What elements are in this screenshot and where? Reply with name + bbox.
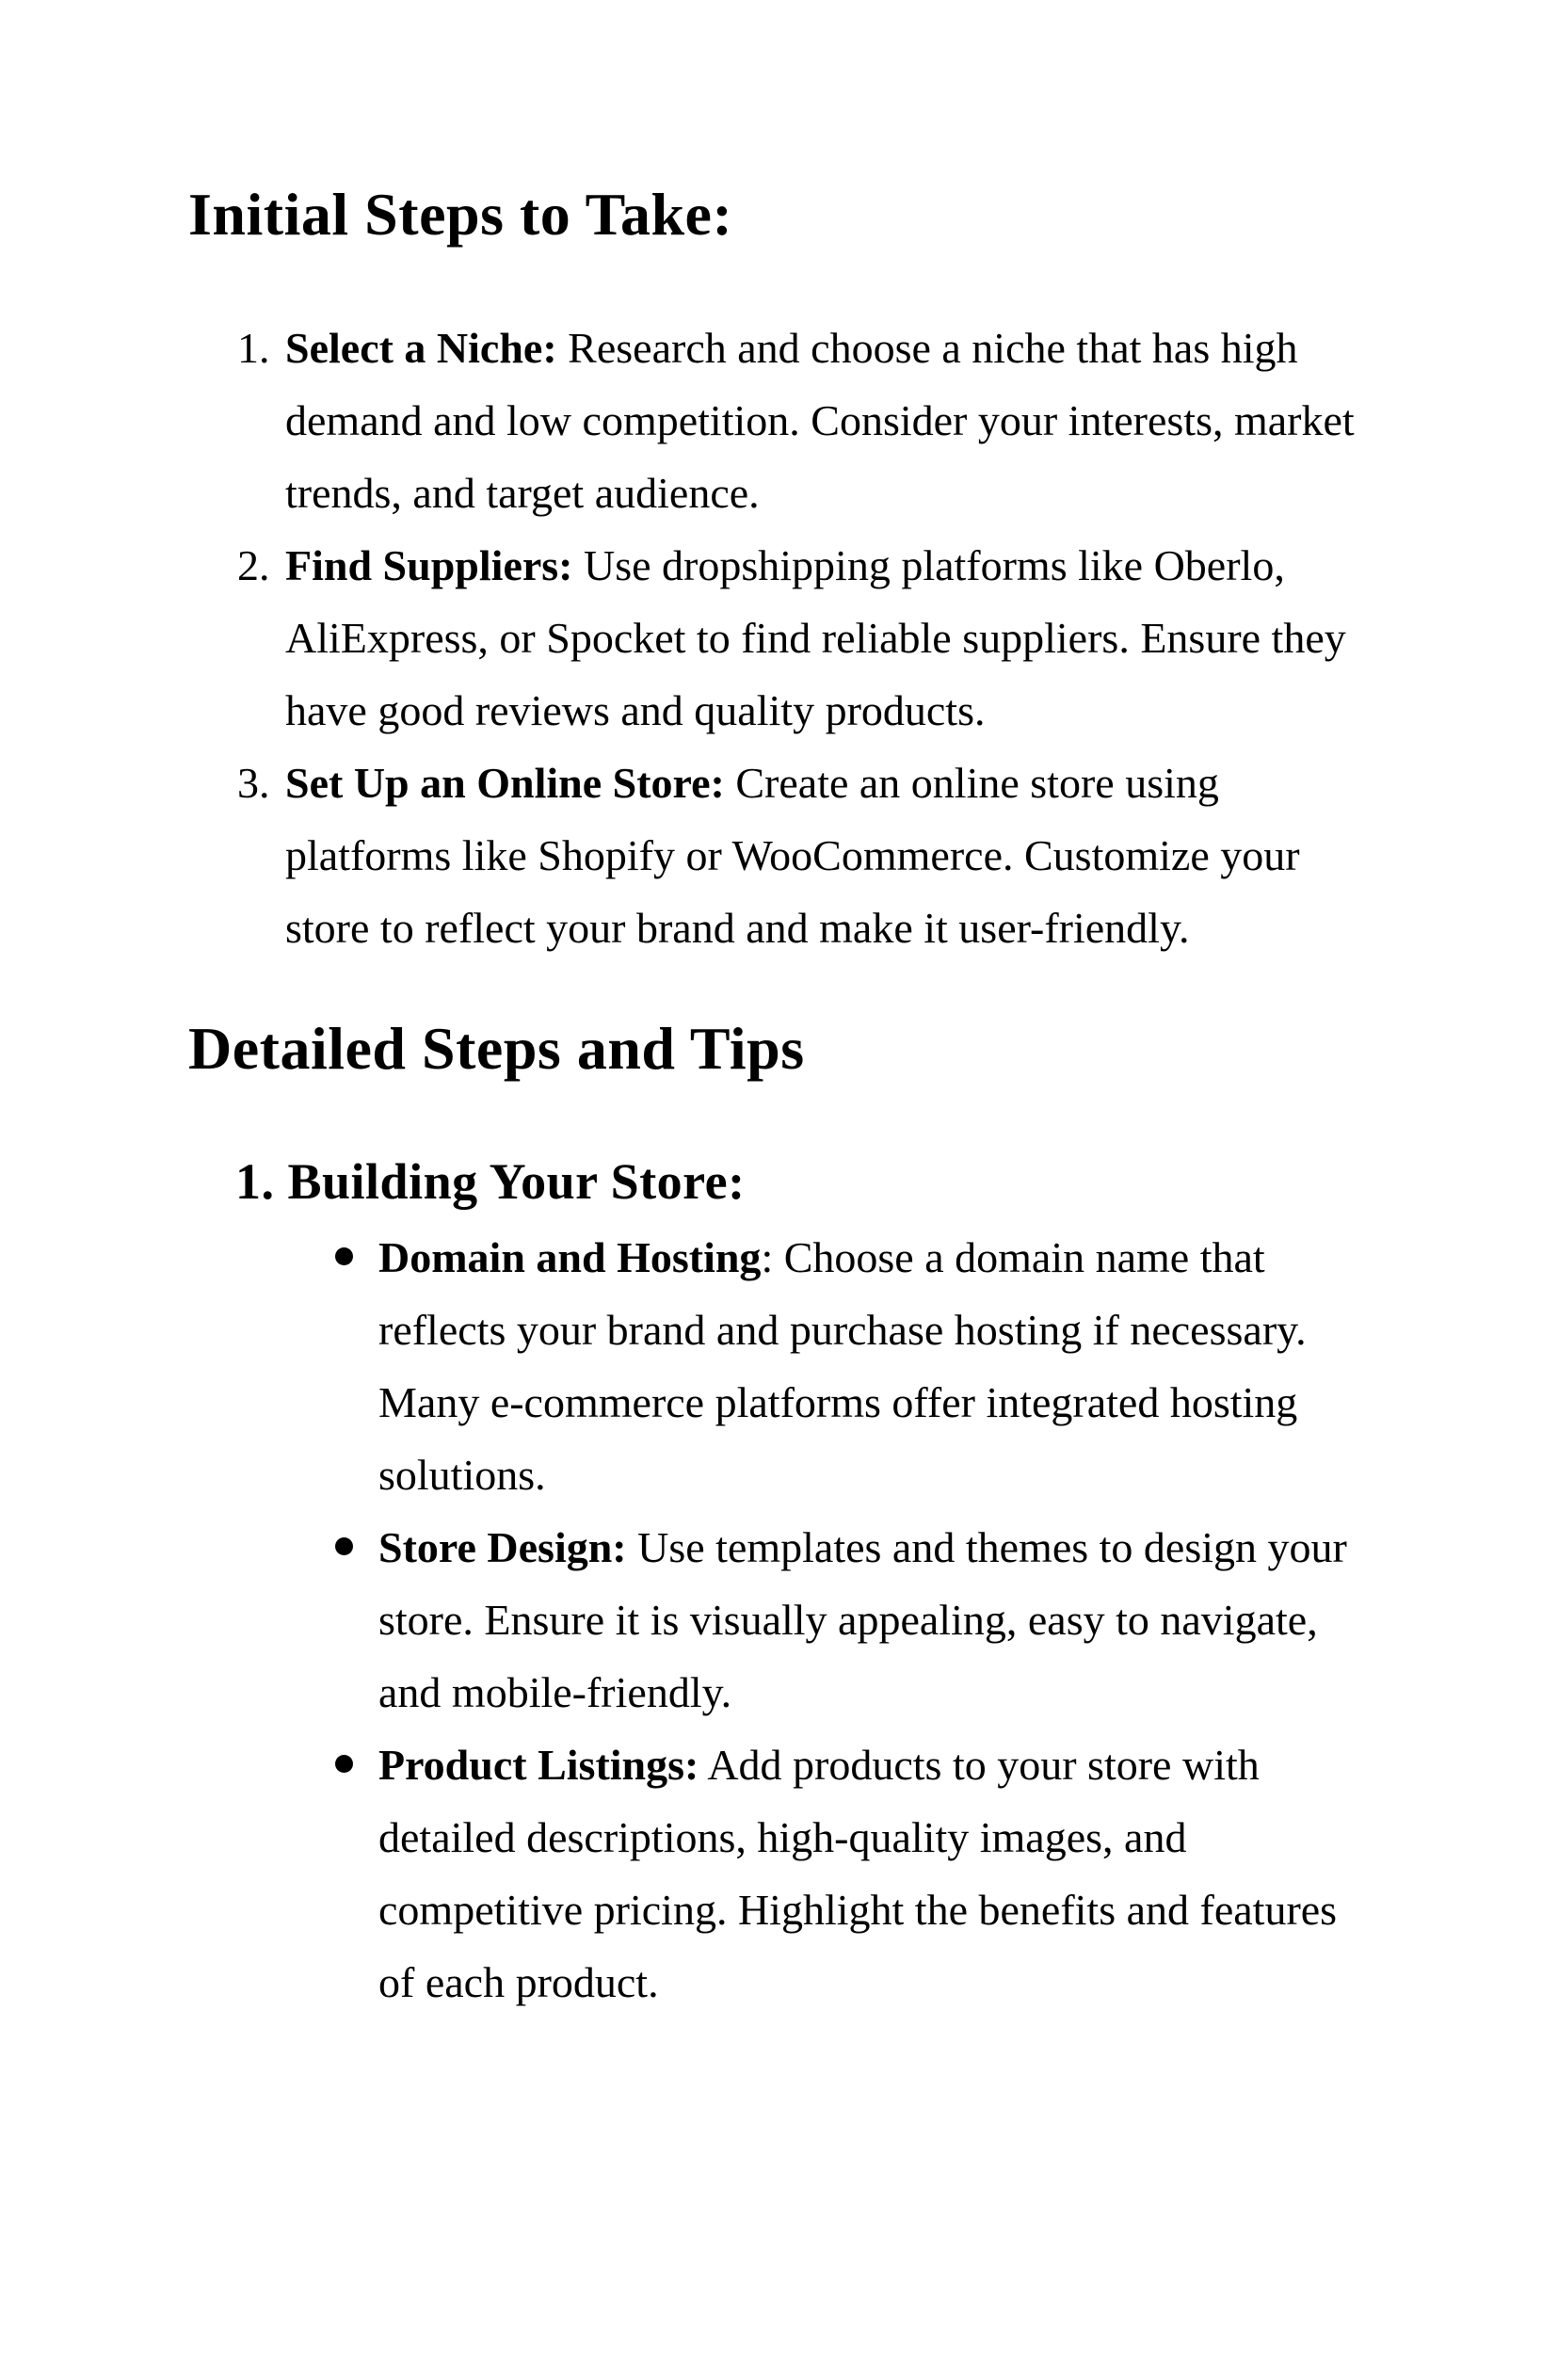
list-item-term: Product Listings:	[378, 1741, 699, 1790]
list-number: 2.	[237, 540, 270, 589]
bullet-icon	[335, 1537, 353, 1555]
heading-initial-steps: Initial Steps to Take:	[188, 181, 733, 248]
initial-steps-list	[188, 312, 1370, 964]
list-item-domain-hosting	[188, 1221, 1370, 1511]
list-item-product-listings	[188, 1729, 1370, 2018]
heading-detailed-steps: Detailed Steps and Tips	[188, 1014, 805, 1082]
building-store-list	[188, 1221, 1370, 2018]
list-item-text: Create an online store using platforms like Shopify or WooCommerce. Customize your store to reflect your brand and make it user-friendly.	[285, 758, 1300, 952]
bullet-icon	[335, 1755, 353, 1773]
list-item-select-niche	[188, 312, 1370, 529]
list-item-term: Set Up an Online Store:	[285, 758, 725, 807]
list-item-text: Use dropshipping platforms like Oberlo, AliExpress, or Spocket to find reliable suppliers. Ensure they have good reviews and quality products.	[285, 540, 1346, 734]
subheading-building-your-store: 1. Building Your Store:	[235, 1152, 746, 1210]
list-item-find-suppliers	[188, 529, 1370, 747]
list-item-setup-store	[188, 747, 1370, 964]
list-item-term: Domain and Hosting	[378, 1233, 762, 1282]
list-number: 3.	[237, 758, 270, 807]
document-body	[0, 179, 1558, 2018]
list-item-term: Store Design:	[378, 1523, 627, 1572]
list-item-text: : Choose a domain name that reflects your brand and purchase hosting if necessary. Many e-commerce platforms offer integrated hosting solutions.	[378, 1233, 1307, 1500]
list-item-text: Research and choose a niche that has high demand and low competition. Consider your interests, market trends, and target audience.	[285, 323, 1355, 517]
page	[0, 179, 1558, 2380]
list-item-term: Find Suppliers:	[285, 540, 573, 589]
list-number: 1.	[237, 323, 270, 372]
list-item-store-design	[188, 1511, 1370, 1729]
list-item-term: Select a Niche:	[285, 323, 557, 372]
list-item-text: Use templates and themes to design your store. Ensure it is visually appealing, easy to navigate, and mobile-friendly.	[378, 1523, 1347, 1717]
list-item-text: Add products to your store with detailed descriptions, high-quality images, and competitive pricing. Highlight the benefits and features of each product.	[378, 1741, 1338, 2007]
bullet-icon	[335, 1247, 353, 1265]
